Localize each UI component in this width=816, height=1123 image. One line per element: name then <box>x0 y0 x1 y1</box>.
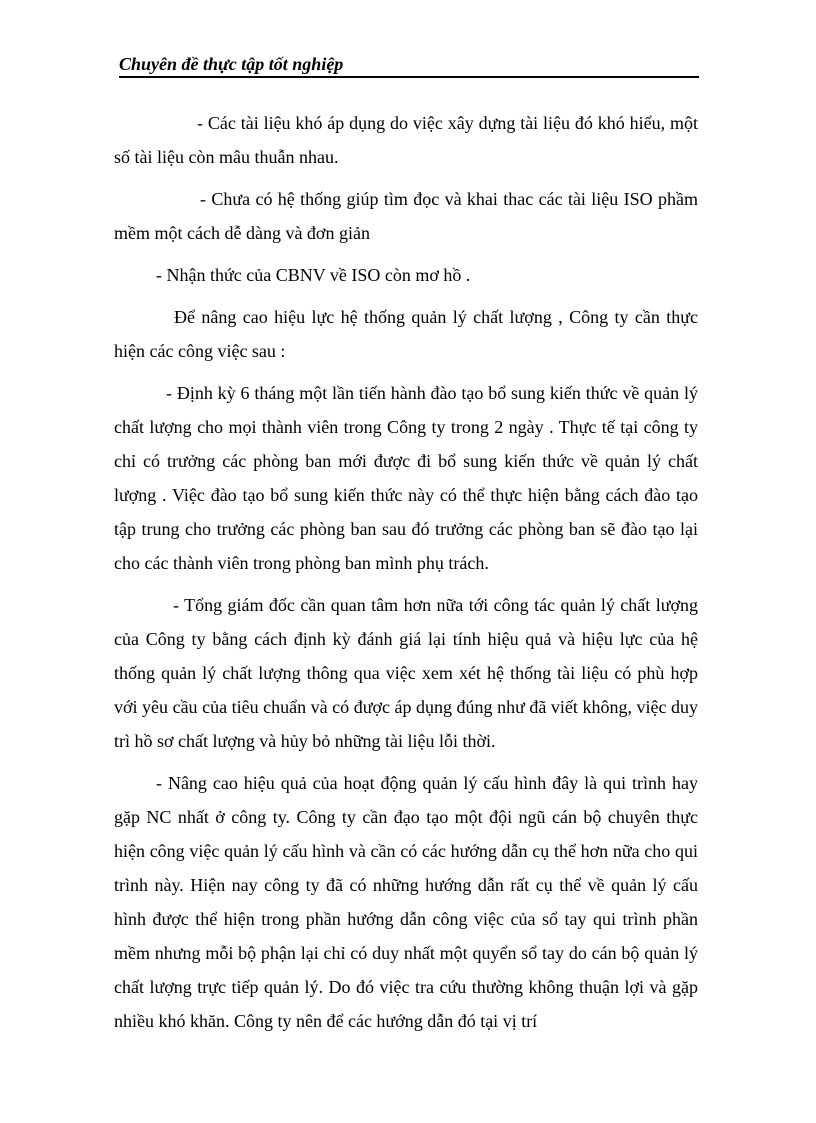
paragraph-director-attention: - Tổng giám đốc cần quan tâm hơn nữa tới công tác quản lý chất lượng của Công ty bằng cách định kỳ đánh giá lại tính hiệu quả và hiệu lực của hệ thống quản lý chất lượng thông qua việc xem xét hệ thống tài liệu có phù hợp với yêu cầu của tiêu chuẩn và có được áp dụng đúng như đã viết không, việc duy trì hồ sơ chất lượng và hủy bỏ những tài liệu lỗi thời. <box>114 595 698 751</box>
page-header <box>119 54 699 78</box>
header-title: Chuyên đề thực tập tốt nghiệp <box>119 54 344 74</box>
body-text <box>114 106 698 1038</box>
paragraph-improvement-intro: Để nâng cao hiệu lực hệ thống quản lý chất lượng , Công ty cần thực hiện các công việc sau : <box>114 307 698 361</box>
paragraph-no-lookup-system: - Chưa có hệ thống giúp tìm đọc và khai thac các tài liệu ISO phầm mềm một cách dễ dàng và đơn giản <box>114 189 698 243</box>
paragraph-periodic-training: - Định kỳ 6 tháng một lần tiến hành đào tạo bổ sung kiến thức về quản lý chất lượng cho mọi thành viên trong Công ty trong 2 ngày . Thực tế tại công ty chỉ có trưởng các phòng ban mới được đi bổ sung kiến thức về quản lý chất lượng . Việc đào tạo bổ sung kiến thức này có thể thực hiện bằng cách đào tạo tập trung cho trưởng các phòng ban sau đó trưởng các phòng ban sẽ đào tạo lại cho các thành viên trong phòng ban mình phụ trách. <box>114 383 698 573</box>
paragraph-configuration-management: - Nâng cao hiệu quả của hoạt động quản lý cấu hình đây là qui trình hay gặp NC nhất ở công ty. Công ty cần đạo tạo một đội ngũ cán bộ chuyên thực hiện công việc quản lý cấu hình và cần có các hướng dẫn cụ thể hơn nữa cho qui trình này. Hiện nay công ty đã có những hướng dẫn rất cụ thể về quản lý cấu hình được thể hiện trong phần hướng dẫn công việc của sổ tay qui trình phần mềm nhưng mỗi bộ phận lại chỉ có duy nhất một quyển sổ tay do cán bộ quản lý chất lượng trực tiếp quản lý. Do đó việc tra cứu thường không thuận lợi và gặp nhiều khó khăn. Công ty nên để các hướng dẫn đó tại vị trí <box>114 773 698 1031</box>
paragraph-difficult-documents: - Các tài liệu khó áp dụng do việc xây dựng tài liệu đó khó hiểu, một số tài liệu còn mâu thuẫn nhau. <box>114 113 698 167</box>
header-divider <box>119 76 699 78</box>
paragraph-staff-awareness: - Nhận thức của CBNV về ISO còn mơ hồ . <box>156 265 471 285</box>
